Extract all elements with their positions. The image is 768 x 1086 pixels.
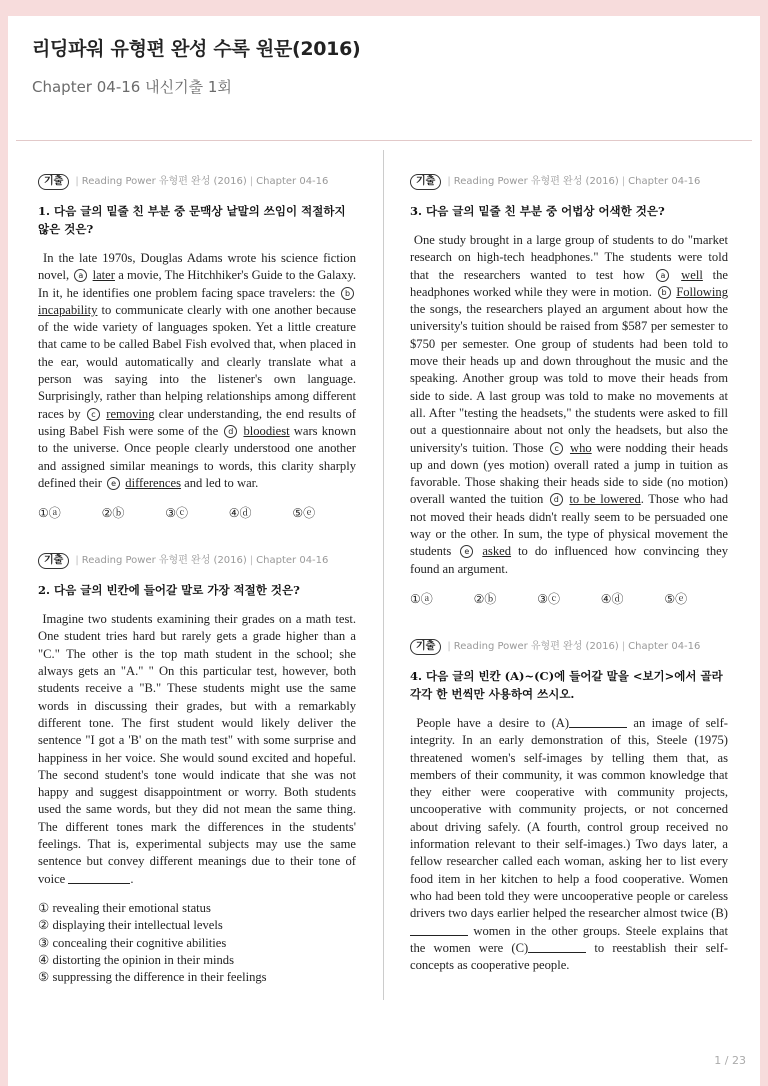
choice-2[interactable]: ② displaying their intellectual levels [38, 918, 223, 933]
option-1[interactable]: ①ⓐ [410, 591, 433, 606]
answer-choices [38, 900, 356, 986]
question-title: 4. 다음 글의 빈칸 (A)~(C)에 들어갈 말을 <보기>에서 골라 각각 한 번씩만 사용하여 쓰시오. [410, 668, 723, 701]
source-book: Reading Power 유형편 완성 (2016) [453, 640, 619, 652]
question-title: 3. 다음 글의 밑줄 친 부분 중 어법상 어색한 것은? [410, 204, 665, 218]
document-subtitle: Chapter 04-16 내신기출 1회 [32, 78, 232, 96]
option-2[interactable]: ②ⓑ [101, 506, 125, 521]
question-passage: Imagine two students examining their grades on a math test. One student tries hard but rarely gets a grade higher than a "C." The other is the top math student in the school; she always gets an "A." " On this particular test, however, both students receive a "B." These students might use the same words in discussing their grades, but with a remarkably different tone. The first student would likely deliver the sentence "I got a 'B' on the math test" with some surprise and happiness in her voice. She would sound excited and hopeful. The second student's tone would indicate that she was not happy and suggest disappointment or worry. Both students used the same words, but they did not mean the same thing. The different tones mark the differences in the students' feelings. That is, experimental subjects may use the same sentence but convey different meanings due to their tone of voice . [38, 612, 356, 886]
source-chapter: Chapter 04-16 [628, 176, 701, 187]
answer-options [38, 504, 356, 521]
right-column [410, 172, 728, 986]
question-passage: People have a desire to (A) an image of self-integrity. In an early demonstration of this, Steele (1975) threatened women's self-images by telling them that, as members of their community, it was common knowledge that they either were cooperative with community projects, uncooperative with community projects, or not concerned about driving safely. (A fourth, control group received no information relevant to their self-images.) Two days later, a fellow researcher called each woman, asking her to list every food item in her kitchen to help a food cooperative. Women who had been told they were uncooperative people or careless drivers two days earlier helped the researcher almost twice (B) women in the other groups. Steele explains that the women were (C) to reestablish their self-concepts as cooperative people. [410, 715, 728, 973]
choice-1[interactable]: ① revealing their emotional status [38, 900, 211, 915]
question-source: 기출 | Reading Power 유형편 완성 (2016) | Chapter 04-16 [410, 637, 728, 655]
question-title: 2. 다음 글의 빈칸에 들어갈 말로 가장 적절한 것은? [38, 583, 300, 598]
source-chapter: Chapter 04-16 [256, 176, 329, 187]
question-passage: In the late 1970s, Douglas Adams wrote his science fiction novel, a later a movie, The Hitchhiker's Guide to the Galaxy. In it, he identifies one problem facing space travelers: the b incapability to communicate clearly with one another because of the wide variety of languages spoken. Yet a little creature that came to be called Babel Fish evolved that, when placed in the ear, would automatically and clearly translate what a person was saying into the listener's own language. Surprisingly, rather than helping relationships among different races by c removing clear understanding, the end results of using Babel Fish were some of the d bloodiest wars known to the universe. Once people clearly understood one another and assigned similar meanings to words, this clarity sharply defined their e differences and led to war. [38, 251, 357, 490]
exam-badge: 기출 [410, 174, 441, 190]
choice-5[interactable]: ⑤ suppressing the difference in their feelings [38, 970, 267, 985]
document-title: 리딩파워 유형편 완성 수록 원문(2016) [32, 38, 361, 60]
column-divider [383, 150, 384, 1000]
question-3 [410, 172, 728, 607]
answer-options [410, 590, 728, 607]
source-chapter: Chapter 04-16 [256, 555, 329, 567]
question-passage: One study brought in a large group of students to do "market research on high-tech headphones." The students were told that the researchers wanted to test how a well the headphones worked while they were in motion. b Following the songs, the researchers played an argument about how the university's tuition should be raised from $587 per semester to $750 per semester. One group of students had been told to move their heads up and down throughout the music and the speaking. Another group was told to move their heads from side to side. A last group was told to make no movements at all. After "testing the headsets," the students were asked to fill out a questionnaire about not only the headsets, but also the university's tuition. Those c who were nodding their heads up and down (yes motion) overall rated a jump in tuition as favorable. Those shaking their heads side to side (no motion) overall wanted the tuition d to be lowered. Those who had not moved their heads didn't really seem to be persuaded one way or the other. In sum, the type of physical movement the students e asked to do influenced how convincing they found an argument. [410, 233, 729, 576]
option-2[interactable]: ②ⓑ [473, 591, 497, 606]
option-5[interactable]: ⑤ⓔ [664, 591, 688, 606]
option-4[interactable]: ④ⓓ [228, 506, 252, 521]
question-source: 기출 | Reading Power 유형편 완성 (2016) | Chapter 04-16 [38, 172, 356, 190]
source-book: Reading Power 유형편 완성 (2016) [81, 176, 247, 187]
question-4 [410, 637, 728, 974]
exam-badge: 기출 [38, 553, 69, 569]
question-title: 1. 다음 글의 밑줄 친 부분 중 문맥상 낱말의 쓰임이 적절하지 않은 것은? [38, 204, 346, 236]
option-5[interactable]: ⑤ⓔ [292, 506, 316, 521]
page-number: 1 / 23 [714, 1054, 746, 1067]
question-1 [38, 172, 356, 521]
choice-4[interactable]: ④ distorting the opinion in their minds [38, 952, 234, 967]
source-book: Reading Power 유형편 완성 (2016) [453, 176, 619, 187]
left-column [38, 172, 356, 990]
question-source: 기출 | Reading Power 유형편 완성 (2016) | Chapter 04-16 [38, 551, 356, 569]
source-book: Reading Power 유형편 완성 (2016) [81, 555, 247, 567]
question-2 [38, 551, 356, 986]
source-chapter: Chapter 04-16 [628, 640, 701, 652]
option-3[interactable]: ③ⓒ [165, 506, 188, 521]
option-3[interactable]: ③ⓒ [537, 591, 560, 606]
option-4[interactable]: ④ⓓ [600, 591, 624, 606]
question-source: 기출 | Reading Power 유형편 완성 (2016) | Chapter 04-16 [410, 172, 728, 190]
choice-3[interactable]: ③ concealing their cognitive abilities [38, 935, 227, 950]
option-1[interactable]: ①ⓐ [38, 506, 61, 521]
exam-badge: 기출 [38, 174, 69, 190]
exam-badge: 기출 [410, 639, 441, 655]
